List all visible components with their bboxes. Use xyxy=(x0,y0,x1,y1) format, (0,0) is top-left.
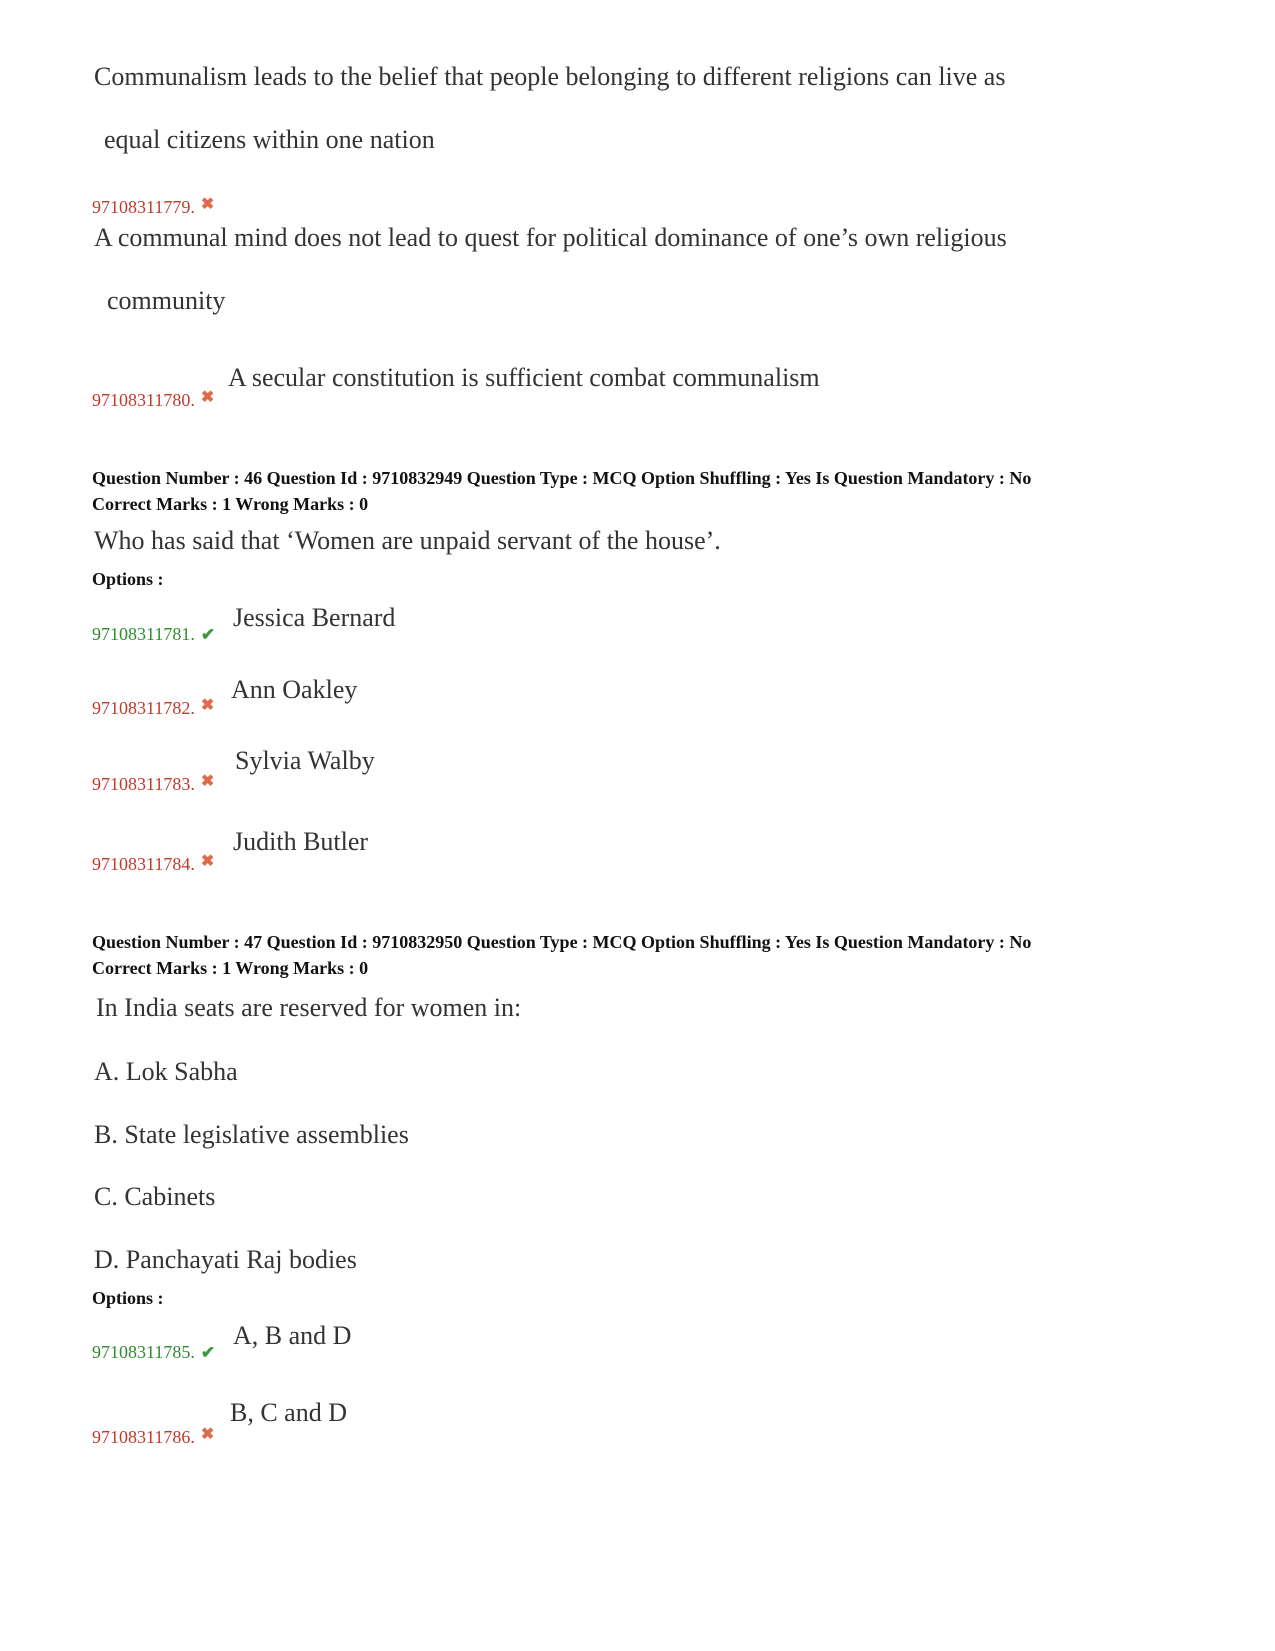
question-meta: Question Number : 47 Question Id : 9710832950 Question Type : MCQ Option Shuffling : Yes Is Question Mandatory : No xyxy=(92,932,1032,952)
option-text: Communalism leads to the belief that people belonging to different religions can live as xyxy=(94,62,1006,91)
cross-icon: ✖ xyxy=(200,196,215,213)
cross-icon: ✖ xyxy=(200,1426,215,1443)
question-marks: Correct Marks : 1 Wrong Marks : 0 xyxy=(92,958,369,978)
question-text: Who has said that ‘Women are unpaid servant of the house’. xyxy=(94,526,721,555)
option-text: Sylvia Walby xyxy=(235,746,375,775)
question-meta: Question Number : 46 Question Id : 9710832949 Question Type : MCQ Option Shuffling : Yes Is Question Mandatory : No xyxy=(92,468,1032,488)
option-text: Ann Oakley xyxy=(231,675,358,704)
question-marks: Correct Marks : 1 Wrong Marks : 0 xyxy=(92,494,369,514)
option-id: 97108311785. ✔ xyxy=(92,1342,216,1362)
cross-icon: ✖ xyxy=(200,853,215,870)
option-text: Jessica Bernard xyxy=(233,603,396,632)
option-id: 97108311779. ✖ xyxy=(92,196,215,217)
check-icon: ✔ xyxy=(200,625,216,644)
option-id: 97108311780. ✖ xyxy=(92,389,215,410)
check-icon: ✔ xyxy=(200,1343,216,1362)
option-text: A, B and D xyxy=(233,1321,352,1350)
options-label: Options : xyxy=(92,1288,164,1308)
option-text: A secular constitution is sufficient combat communalism xyxy=(228,363,820,392)
option-text: B, C and D xyxy=(230,1398,347,1427)
option-id: 97108311783. ✖ xyxy=(92,773,215,794)
option-id: 97108311781. ✔ xyxy=(92,624,216,644)
option-text: A communal mind does not lead to quest for political dominance of one’s own religious xyxy=(94,223,1007,252)
statement-item: D. Panchayati Raj bodies xyxy=(94,1245,357,1274)
cross-icon: ✖ xyxy=(200,697,215,714)
option-text-continued: equal citizens within one nation xyxy=(104,125,435,154)
options-label: Options : xyxy=(92,569,164,589)
option-id: 97108311782. ✖ xyxy=(92,697,215,718)
option-id: 97108311784. ✖ xyxy=(92,853,215,874)
question-text: In India seats are reserved for women in: xyxy=(96,993,522,1022)
option-text-continued: community xyxy=(107,286,226,315)
option-id: 97108311786. ✖ xyxy=(92,1426,215,1447)
statement-item: A. Lok Sabha xyxy=(94,1057,238,1086)
option-text: Judith Butler xyxy=(233,827,369,856)
cross-icon: ✖ xyxy=(200,773,215,790)
statement-item: B. State legislative assemblies xyxy=(94,1120,409,1149)
cross-icon: ✖ xyxy=(200,389,215,406)
statement-item: C. Cabinets xyxy=(94,1182,216,1211)
